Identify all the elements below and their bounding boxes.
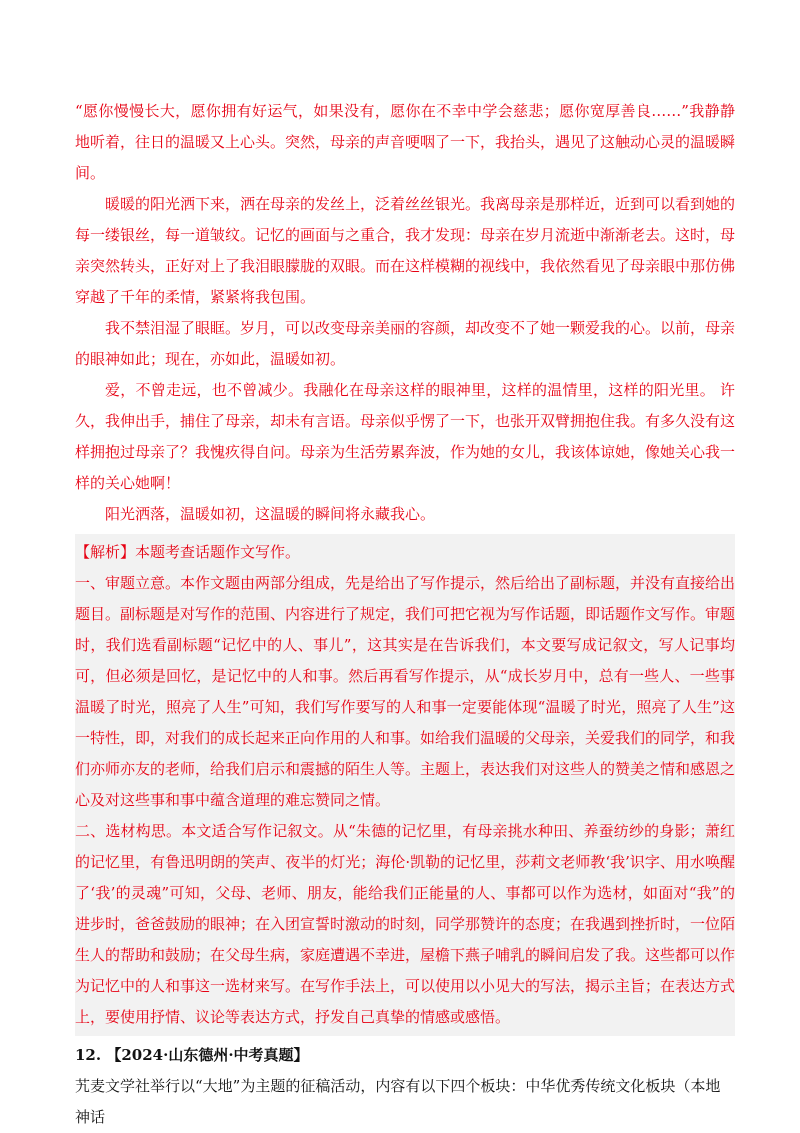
question-number: 12.: [75, 1046, 102, 1064]
question-header: [75, 1040, 735, 1071]
question-section: [75, 1040, 735, 1133]
essay-paragraph-3: 我不禁泪湿了眼眶。岁月，可以改变母亲美丽的容颜，却改变不了她一颗爱我的心。以前，母亲的眼神如此；现在，亦如此，温暖如初。: [75, 319, 736, 368]
question-source: 【2024·山东德州·中考真题】: [106, 1046, 309, 1064]
analysis-heading: 【解析】本题考查话题作文写作。: [75, 543, 301, 561]
essay-paragraph-4: 爱，不曾走远，也不曾减少。我融化在母亲这样的眼神里，这样的温情里，这样的阳光里。 许久，我伸出手，捕住了母亲，却未有言语。母亲似乎愣了一下，也张开双臂拥抱住我。有多久没有这样拥抱过母亲了？我愧疚得自问。母亲为生活劳累奔波，作为她的女儿，我该体谅她，像她关心我一样的关心她啊！: [75, 381, 736, 492]
essay-paragraph-1: “愿你慢慢长大，愿你拥有好运气，如果没有，愿你在不幸中学会慈悲；愿你宽厚善良……”我静静地听着，往日的温暖又上心头。突然，母亲的声音哽咽了一下，我抬头，遇见了这触动心灵的温暖瞬间。: [75, 102, 736, 182]
essay-paragraph-2: 暖暖的阳光洒下来，洒在母亲的发丝上，泛着丝丝银光。我离母亲是那样近，近到可以看到她的每一缕银丝，每一道皱纹。记忆的画面与之重合，我才发现：母亲在岁月流逝中渐渐老去。这时，母亲突然转头，正好对上了我泪眼朦胧的双眼。而在这样模糊的视线中，我依然看见了母亲眼中那仿佛穿越了千年的柔情，紧紧将我包围。: [75, 195, 736, 306]
analysis-section: [75, 534, 735, 1036]
analysis-paragraph-2: 二、选材构思。本文适合写作记叙文。从“朱德的记忆里，有母亲挑水种田、养蚕纺纱的身影；萧红的记忆里，有鲁迅明朗的笑声、夜半的灯光；海伦·凯勒的记忆里，莎莉文老师教‘我’识字、用水唤醒了‘我’的灵魂”可知，父母、老师、朋友，能给我们正能量的人、事都可以作为选材，如面对“我”的进步时，爸爸鼓励的眼神；在入团宣誓时激动的时刻，同学那赞许的态度；在我遇到挫折时，一位陌生人的帮助和鼓励；在父母生病，家庭遭遇不幸进，屋檐下燕子哺乳的瞬间启发了我。这些都可以作为记忆中的人和事这一选材来写。在写作手法上，可以使用以小见大的写法，揭示主旨；在表达方式上，要使用抒情、议论等表达方式，抒发自己真挚的情感或感悟。: [75, 822, 736, 1026]
essay-section: [75, 96, 735, 530]
document-body: [75, 96, 735, 1133]
essay-paragraph-5: 阳光洒落，温暖如初，这温暖的瞬间将永藏我心。: [105, 505, 436, 523]
analysis-paragraph-1: 一、审题立意。本作文题由两部分组成，先是给出了写作提示，然后给出了副标题，并没有直接给出题目。副标题是对写作的范围、内容进行了规定，我们可把它视为写作话题，即话题作文写作。审题时，我们选看副标题“记忆中的人、事儿”，这其实是在告诉我们，本文要写成记叙文，写人记事均可，但必须是回忆，是记忆中的人和事。然后再看写作提示，从“成长岁月中，总有一些人、一些事温暖了时光，照亮了人生”可知，我们写作要写的人和事一定要能体现“温暖了时光，照亮了人生”这一特性，即，对我们的成长起来正向作用的人和事。如给我们温暖的父母亲，关爱我们的同学，和我们亦师亦友的老师，给我们启示和震撼的陌生人等。主题上，表达我们对这些人的赞美之情和感恩之心及对这些事和事中蕴含道理的难忘赞同之情。: [75, 574, 736, 809]
question-text: 艽麦文学社举行以“大地”为主题的征稿活动，内容有以下四个板块：中华优秀传统文化板块（本地神话: [75, 1077, 721, 1126]
